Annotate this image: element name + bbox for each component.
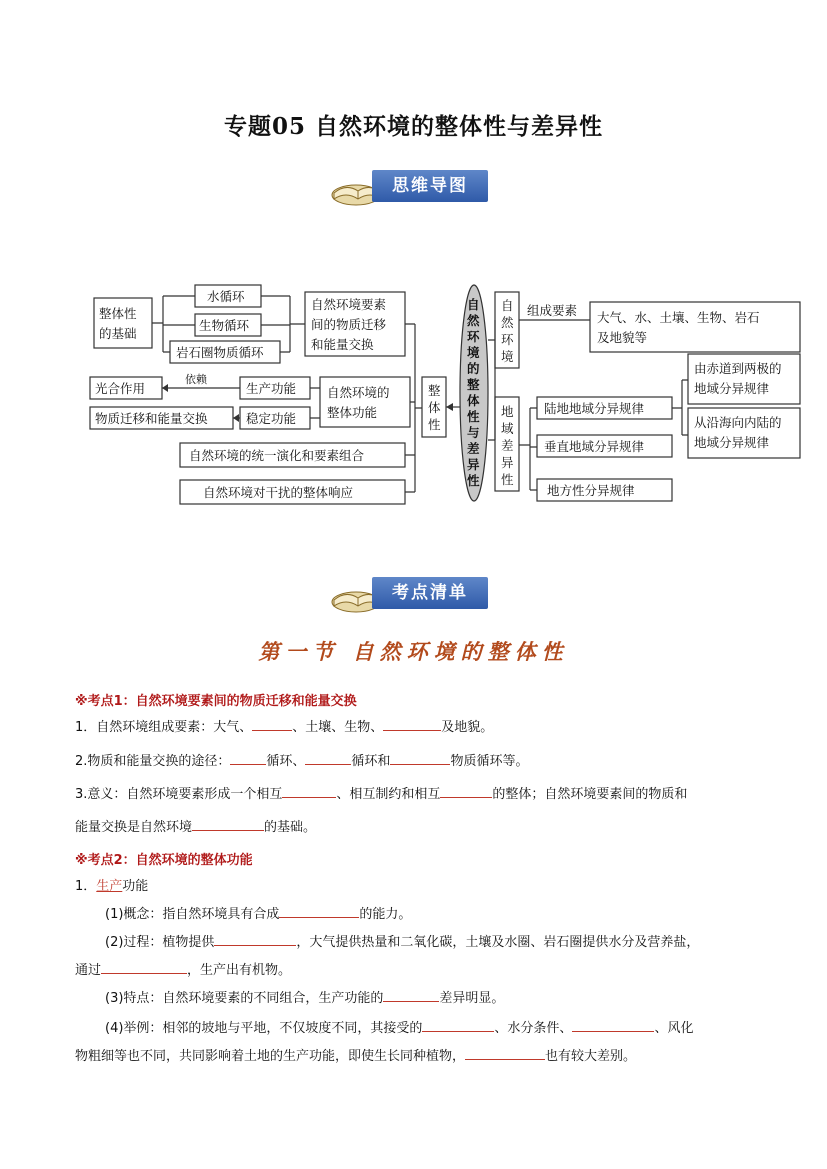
text-hj-0: 自 <box>501 298 514 313</box>
text-chuizhi: 垂直地域分异规律 <box>544 439 645 454</box>
text-yaosu-2: 间的物质迁移 <box>311 317 387 332</box>
text-yilai: 依赖 <box>185 373 207 386</box>
kaodian-1-heading: ※考点1：自然环境要素间的物质迁移和能量交换 <box>75 694 357 709</box>
text-c-1: 然 <box>467 313 480 328</box>
line-1 <box>75 716 775 735</box>
text-c-2: 环 <box>467 329 480 344</box>
blank[interactable] <box>572 1018 654 1032</box>
text: 差异明显。 <box>439 991 505 1006</box>
text-c-4: 的 <box>467 361 480 376</box>
text: 循环、 <box>266 754 306 769</box>
text-cy-3: 异 <box>501 455 514 470</box>
text: 循环和 <box>351 754 391 769</box>
text-yanhua: 自然环境的统一演化和要素组合 <box>189 448 365 463</box>
text-c-7: 性 <box>467 409 480 424</box>
text: 的整体；自然环境要素间的物质和 <box>492 787 688 802</box>
mind-map <box>85 280 805 510</box>
text: ，大气提供热量和二氧化碳，土壤及水圈、岩石圈提供水分及营养盐， <box>296 935 700 950</box>
blank[interactable] <box>465 1046 545 1060</box>
blank[interactable] <box>101 960 187 974</box>
text-yaosu-1: 自然环境要素 <box>311 297 387 312</box>
text: 3.意义：自然环境要素形成一个相互 <box>75 787 283 802</box>
text-gongneng-2: 整体功能 <box>327 405 378 420</box>
text: (3)特点：自然环境要素的不同组合，生产功能的 <box>105 991 384 1006</box>
checklist-banner <box>330 574 490 614</box>
text-chidao-2: 地域分异规律 <box>694 381 770 396</box>
checklist-banner-label: 考点清单 <box>372 577 488 609</box>
line-8 <box>75 959 775 978</box>
text-zt-0: 整 <box>428 383 441 398</box>
text-c-11: 性 <box>467 473 480 488</box>
text: 、水分条件、 <box>494 1021 573 1036</box>
text-zucheng-detail-2: 及地貌等 <box>597 330 648 345</box>
text: 及地貌。 <box>441 720 494 735</box>
text-c-10: 异 <box>467 457 480 472</box>
text: (1)概念：指自然环境具有合成 <box>105 907 280 922</box>
page-title: 专题05 自然环境的整体性与差异性 <box>223 113 603 140</box>
text: (4)举例：相邻的坡地与平地，不仅坡度不同，其接受的 <box>105 1021 423 1036</box>
text-chidao-1: 由赤道到两极的 <box>694 361 782 376</box>
text-cy-4: 性 <box>501 472 514 487</box>
text-hj-3: 境 <box>501 349 514 364</box>
text-yaosu-3: 和能量交换 <box>311 337 374 352</box>
line-6 <box>75 903 775 922</box>
text: 1．自然环境组成要素：大气、 <box>75 720 253 735</box>
line-11 <box>75 1045 775 1064</box>
text-yanshi: 岩石圈物质循环 <box>176 345 264 360</box>
blank[interactable] <box>390 751 450 765</box>
blank[interactable] <box>230 751 266 765</box>
text-hj-2: 环 <box>501 332 514 347</box>
kaodian-2-heading: ※考点2：自然环境的整体功能 <box>75 853 253 868</box>
text-c-9: 差 <box>467 441 480 456</box>
text-wuzhi: 物质迁移和能量交换 <box>95 411 208 426</box>
text-zhengti-2: 的基础 <box>99 326 137 341</box>
text-shengchan: 生产功能 <box>246 381 297 396</box>
blank[interactable] <box>282 784 336 798</box>
text-zhengti-1: 整体性 <box>99 306 137 321</box>
text-shui: 水循环 <box>207 289 245 304</box>
line-5 <box>75 875 775 894</box>
mindmap-banner-label: 思维导图 <box>372 170 488 202</box>
text-c-8: 与 <box>467 425 480 440</box>
text-cy-2: 差 <box>501 438 514 453</box>
text: (2)过程：植物提供 <box>105 935 215 950</box>
text-c-0: 自 <box>467 297 480 312</box>
text: 1． <box>75 879 97 894</box>
text: 、土壤、生物、 <box>292 720 384 735</box>
section-title: 第一节 自然环境的整体性 <box>258 639 569 664</box>
blank[interactable] <box>440 784 492 798</box>
text-c-3: 境 <box>467 345 480 360</box>
text: 、风化 <box>654 1021 694 1036</box>
line-10 <box>75 1017 775 1036</box>
blank[interactable] <box>422 1018 494 1032</box>
text-yanhai-1: 从沿海向内陆的 <box>694 415 782 430</box>
text: 功能 <box>122 879 149 894</box>
text-guanghe: 光合作用 <box>95 381 146 396</box>
text: 2.物质和能量交换的途径： <box>75 754 231 769</box>
text: 能量交换是自然环境 <box>75 820 193 835</box>
text: 的基础。 <box>264 820 317 835</box>
text-zt-1: 体 <box>428 400 441 415</box>
text-cy-1: 域 <box>501 421 514 436</box>
blank[interactable] <box>279 904 359 918</box>
text-difang: 地方性分异规律 <box>547 483 635 498</box>
text-shengwu: 生物循环 <box>199 318 250 333</box>
text-yanhai-2: 地域分异规律 <box>694 435 770 450</box>
mindmap-banner <box>330 167 490 207</box>
blank[interactable] <box>192 817 264 831</box>
text-c-5: 整 <box>467 377 480 392</box>
line-4 <box>75 816 775 835</box>
text: 的能力。 <box>359 907 412 922</box>
text-zt-2: 性 <box>428 417 441 432</box>
text: 也有较大差别。 <box>545 1049 637 1064</box>
text-wending: 稳定功能 <box>246 411 297 426</box>
text: 物质循环等。 <box>450 754 529 769</box>
blank[interactable] <box>214 932 296 946</box>
text: 物粗细等也不同，共同影响着土地的生产功能，即使生长同种植物， <box>75 1049 466 1064</box>
link-shengchan[interactable]: 生产 <box>96 879 123 894</box>
text: 、相互制约和相互 <box>336 787 441 802</box>
line-7 <box>75 931 775 950</box>
line-3 <box>75 783 775 802</box>
text: ，生产出有机物。 <box>187 963 292 978</box>
text-xiangying: 自然环境对干扰的整体响应 <box>203 485 354 500</box>
blank[interactable] <box>383 988 439 1002</box>
blank[interactable] <box>305 751 351 765</box>
text-zucheng-detail-1: 大气、水、土壤、生物、岩石 <box>597 310 760 325</box>
blank[interactable] <box>252 717 292 731</box>
blank[interactable] <box>383 717 441 731</box>
line-2 <box>75 750 775 769</box>
text-hj-1: 然 <box>501 315 514 330</box>
text-ludi: 陆地地域分异规律 <box>544 401 645 416</box>
line-9 <box>75 987 775 1006</box>
text-gongneng-1: 自然环境的 <box>327 385 390 400</box>
text-c-6: 体 <box>467 393 480 408</box>
text: 通过 <box>75 963 102 978</box>
text-zucheng: 组成要素 <box>527 303 578 318</box>
text-cy-0: 地 <box>501 404 514 419</box>
